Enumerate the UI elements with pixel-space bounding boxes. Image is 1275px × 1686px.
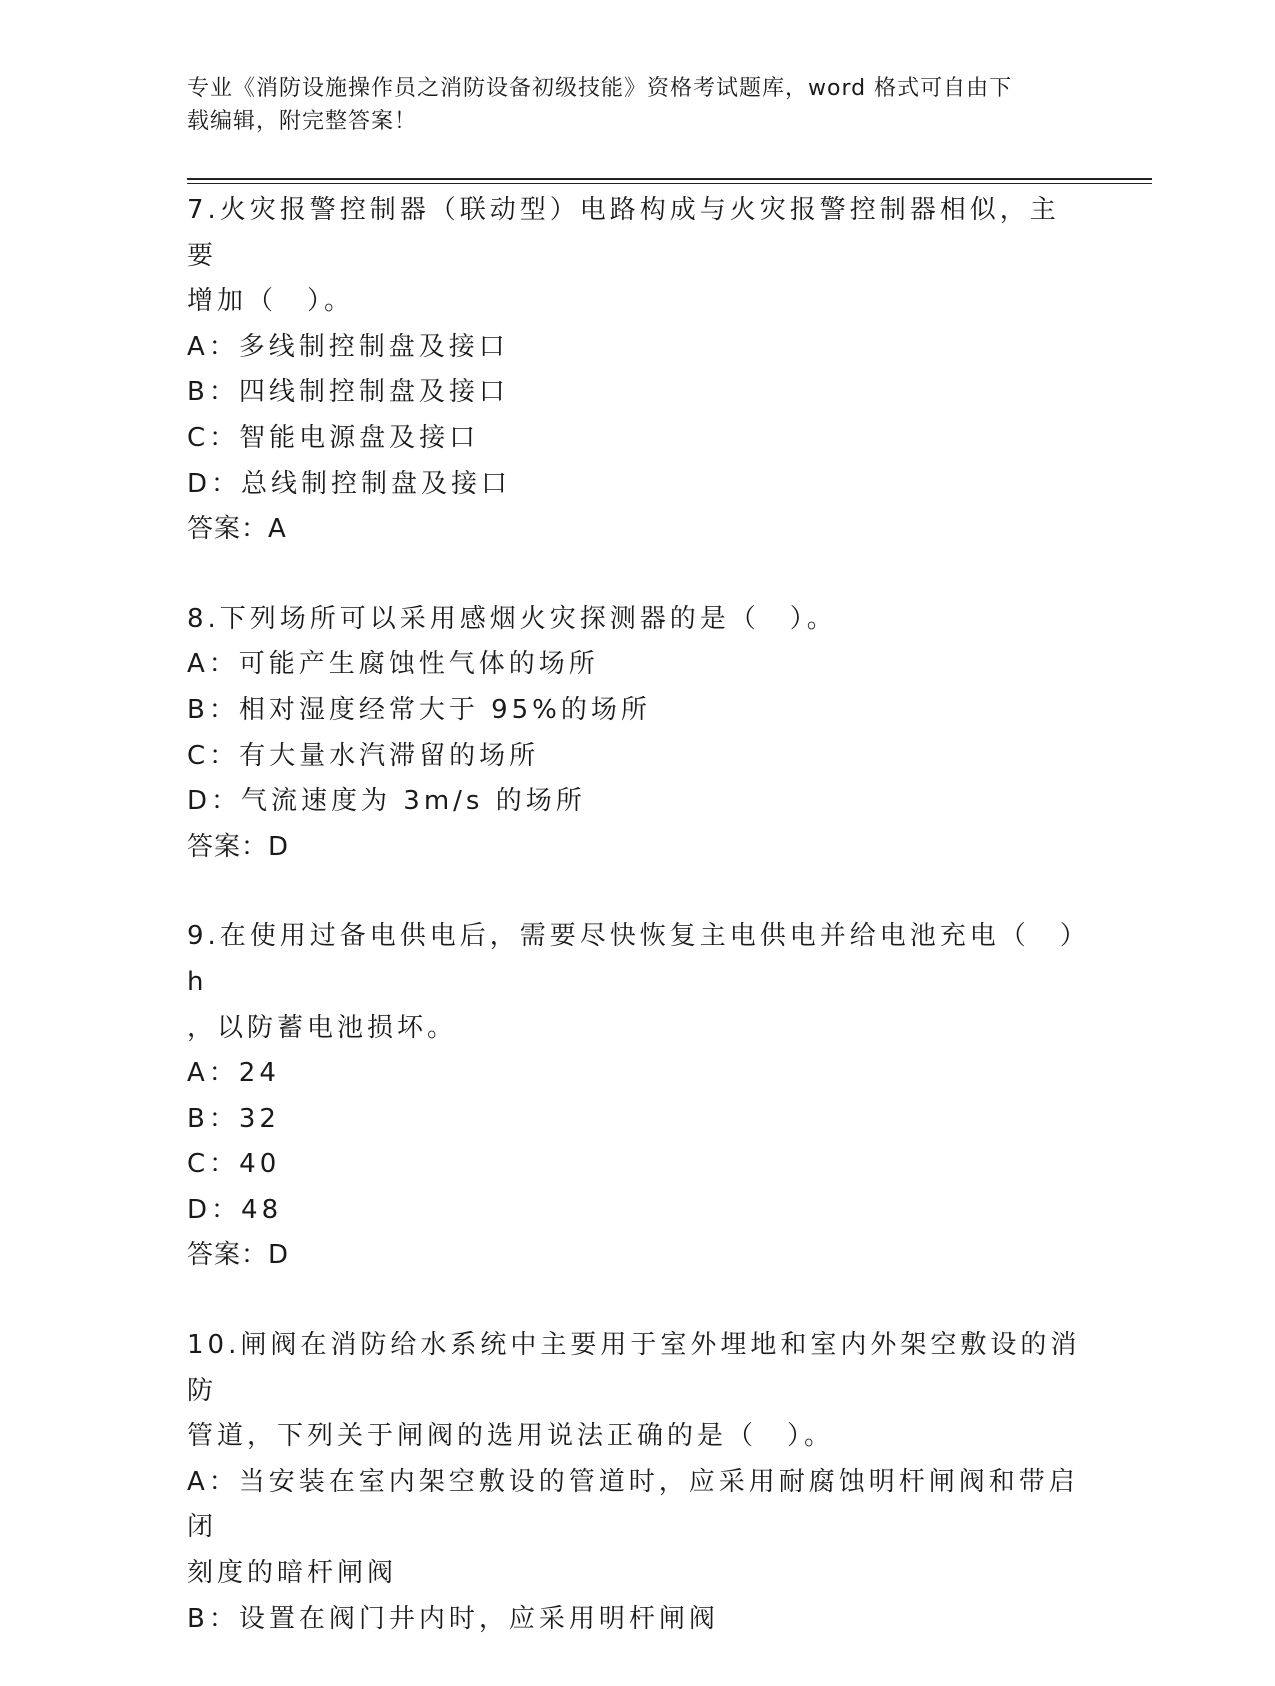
question-7 xyxy=(187,188,1087,553)
question-stem: ，以防蓄电池损坏。 xyxy=(187,1012,458,1043)
option-a: A：多线制控制盘及接口 xyxy=(187,331,509,362)
option-b: B：四线制控制盘及接口 xyxy=(187,377,509,408)
option-d: D：气流速度为 3m/s 的场所 xyxy=(187,786,586,817)
option-a-continued: 刻度的暗杆闸阀 xyxy=(187,1558,398,1589)
question-stem: 增加（ ）。 xyxy=(187,286,355,317)
question-9 xyxy=(187,914,1087,1279)
option-d: D：48 xyxy=(187,1194,283,1225)
option-a: A：24 xyxy=(187,1058,280,1089)
question-stem: 10.闸阀在消防给水系统中主要用于室外埋地和室内外架空敷设的消防 xyxy=(187,1330,1081,1406)
document-header xyxy=(187,72,1067,138)
question-stem: 管道，下列关于闸阀的选用说法正确的是（ ）。 xyxy=(187,1421,835,1452)
question-stem: 7.火灾报警控制器（联动型）电路构成与火灾报警控制器相似，主要 xyxy=(187,195,1060,271)
option-b: B：相对湿度经常大于 95%的场所 xyxy=(187,694,651,725)
header-divider xyxy=(187,178,1152,180)
option-c: C：40 xyxy=(187,1149,281,1180)
answer-text: 答案：D xyxy=(187,831,290,862)
option-d: D：总线制控制盘及接口 xyxy=(187,468,512,499)
question-stem: 9.在使用过备电供电后，需要尽快恢复主电供电并给电池充电（ ）h xyxy=(187,921,1077,997)
option-c: C：有大量水汽滞留的场所 xyxy=(187,740,540,771)
option-b: B：设置在阀门井内时，应采用明杆闸阀 xyxy=(187,1603,719,1634)
header-line-1: 专业《消防设施操作员之消防设备初级技能》资格考试题库，word 格式可自由下 xyxy=(187,76,1013,101)
question-stem: 8.下列场所可以采用感烟火灾探测器的是（ ）。 xyxy=(187,603,837,634)
question-8 xyxy=(187,597,1087,871)
option-a: A：可能产生腐蚀性气体的场所 xyxy=(187,649,599,680)
option-a: A：当安装在室内架空敷设的管道时，应采用耐腐蚀明杆闸阀和带启闭 xyxy=(187,1466,1079,1543)
option-b: B：32 xyxy=(187,1103,280,1134)
header-divider-thin xyxy=(187,183,1152,184)
answer-text: 答案：A xyxy=(187,514,287,545)
option-c: C：智能电源盘及接口 xyxy=(187,422,480,453)
question-10 xyxy=(187,1323,1087,1642)
question-list xyxy=(187,188,1087,1686)
header-line-2: 载编辑，附完整答案！ xyxy=(187,109,418,134)
answer-text: 答案：D xyxy=(187,1240,290,1271)
